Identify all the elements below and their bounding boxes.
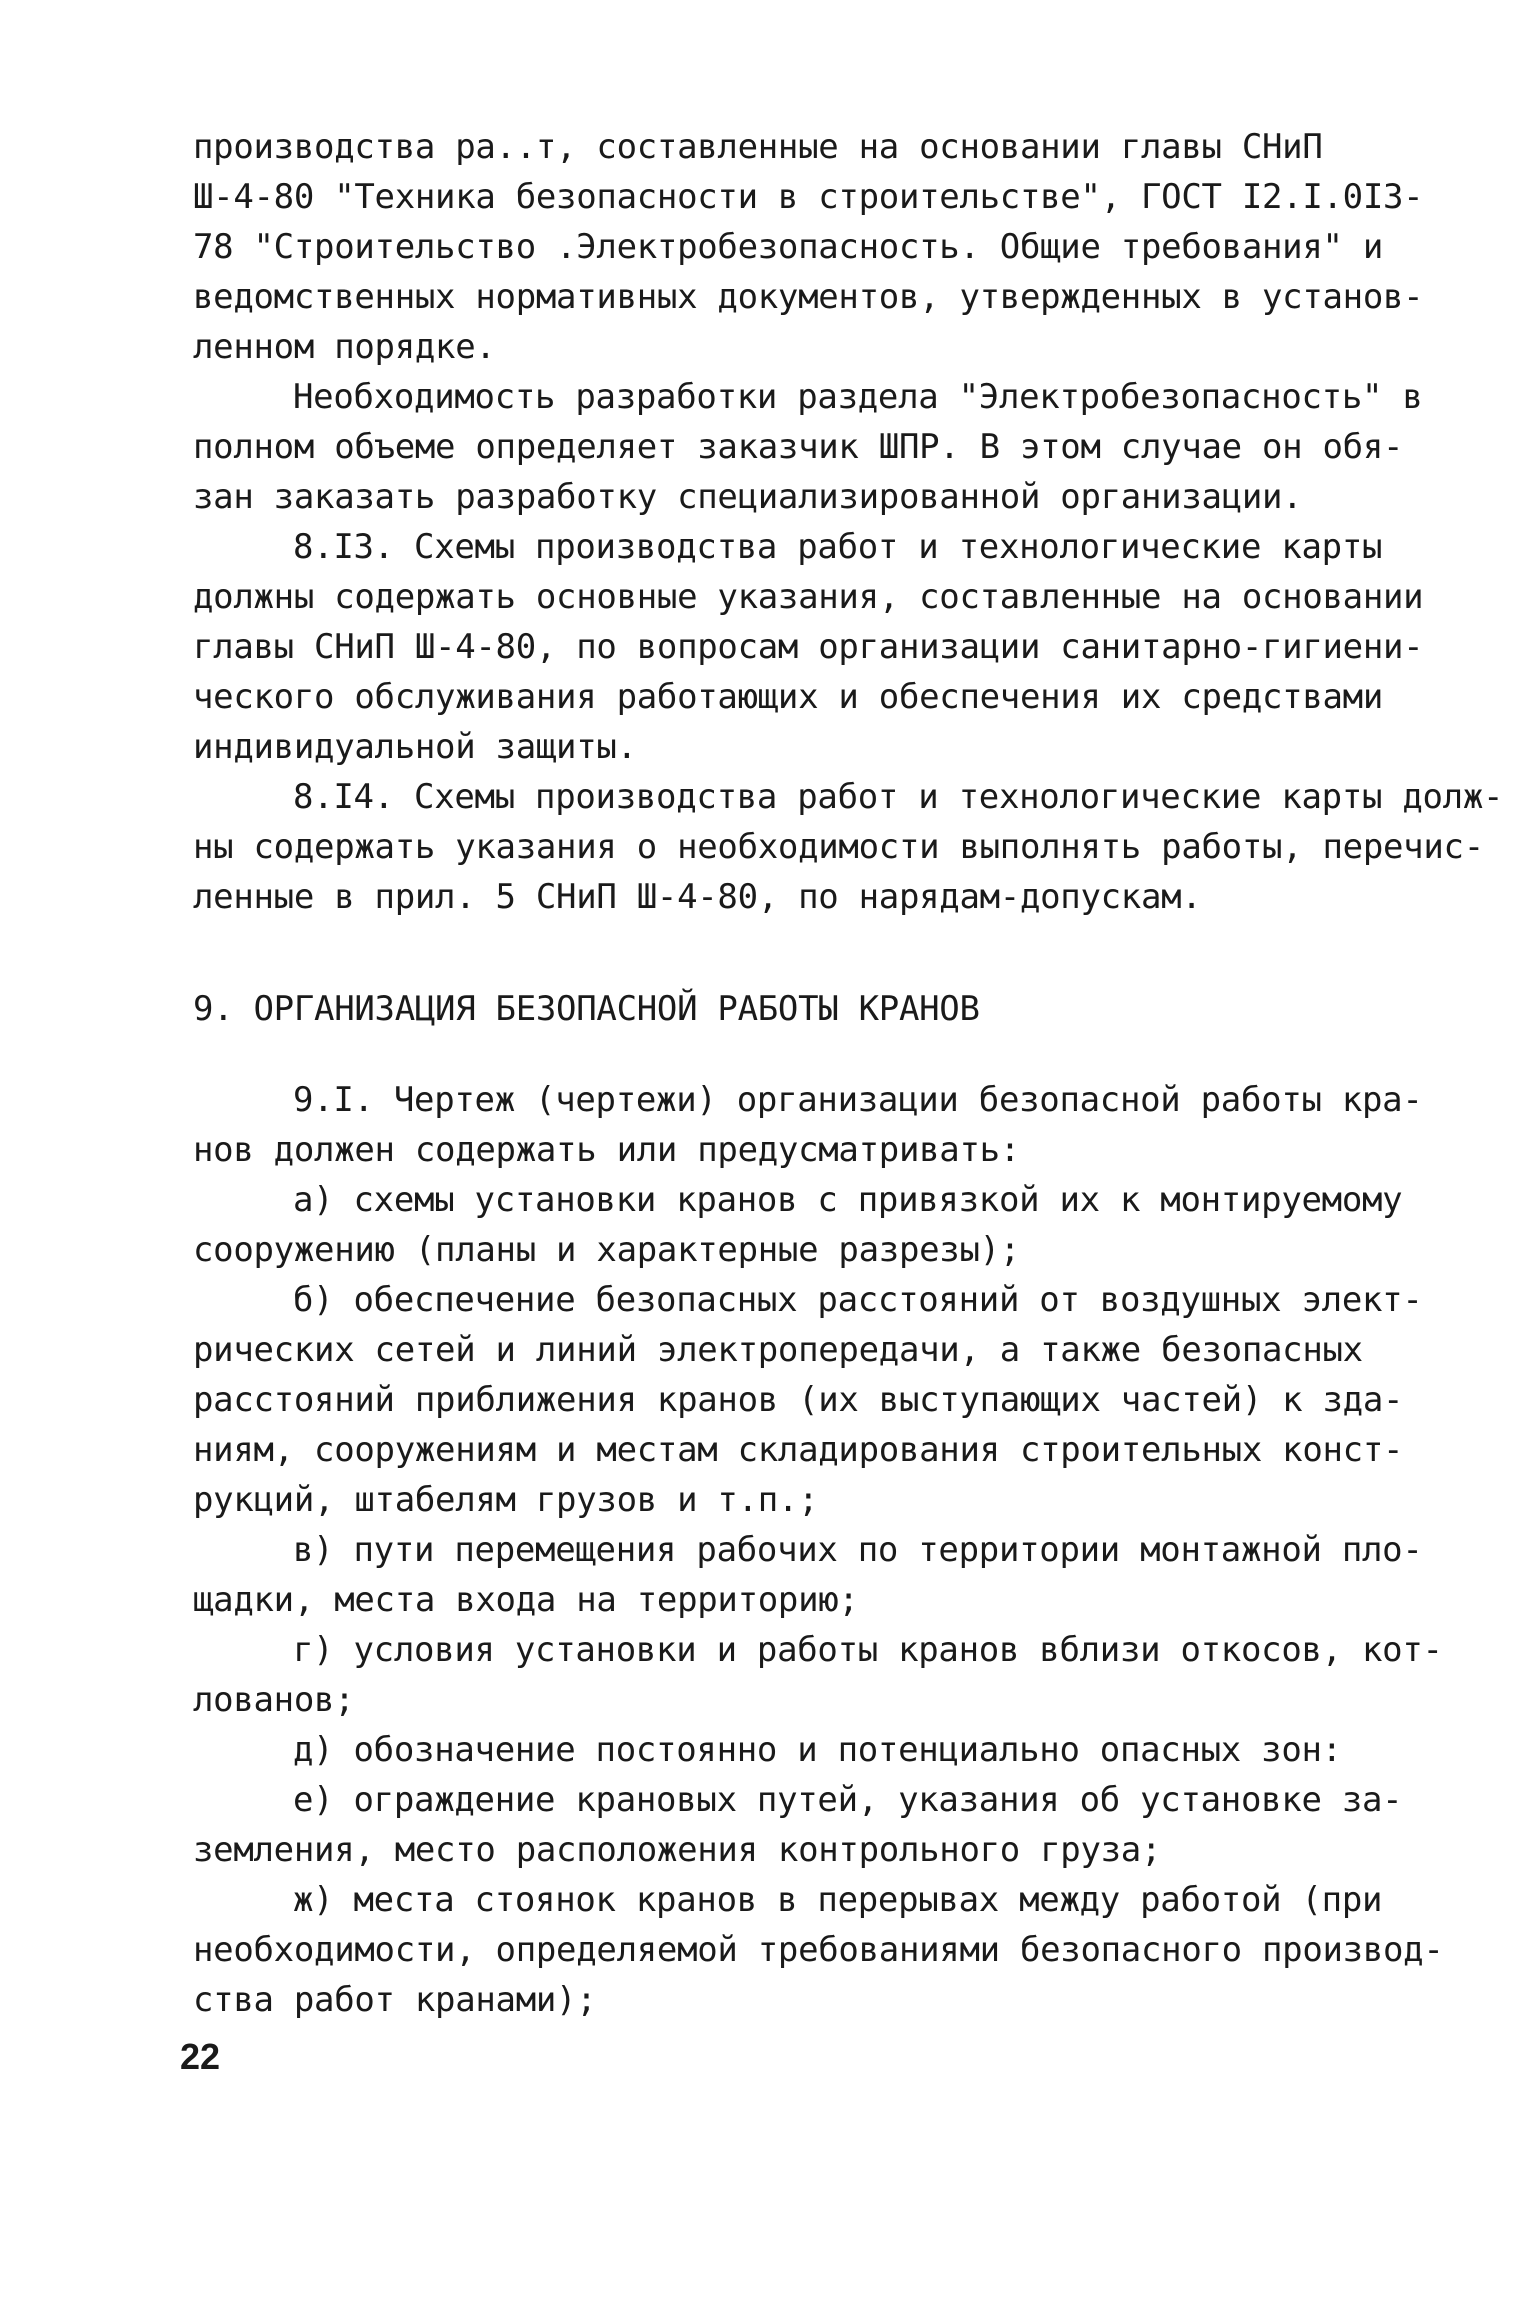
text-line: ленном порядке. — [193, 327, 496, 367]
text-line: полном объеме определяет заказчик ШПР. В этом случае он обя- — [193, 427, 1404, 467]
text-line: индивидуальной защиты. — [193, 727, 637, 767]
text-line: должны содержать основные указания, составленные на основании — [193, 577, 1424, 617]
text-line: 9.I. Чертеж (чертежи) организации безопасной работы кра- — [293, 1080, 1423, 1120]
text-line: расстояний приближения кранов (их выступающих частей) к зда- — [193, 1380, 1404, 1420]
text-line: необходимости, определяемой требованиями безопасного производ- — [193, 1930, 1444, 1970]
text-line: щадки, места входа на территорию; — [193, 1580, 859, 1620]
body-text-bottom — [193, 1075, 1444, 2025]
text-line: нов должен содержать или предусматривать: — [193, 1130, 1020, 1170]
text-line: сооружению (планы и характерные разрезы); — [193, 1230, 1020, 1270]
section-heading: 9. ОРГАНИЗАЦИЯ БЕЗОПАСНОЙ РАБОТЫ КРАНОВ — [193, 989, 980, 1029]
text-line: Ш-4-80 "Техника безопасности в строительстве", ГОСТ I2.I.0I3- — [193, 177, 1424, 217]
text-line: 8.I3. Схемы производства работ и технологические карты — [293, 527, 1383, 567]
text-line: г) условия установки и работы кранов вблизи откосов, кот- — [293, 1630, 1443, 1670]
text-line: б) обеспечение безопасных расстояний от воздушных элект- — [293, 1280, 1423, 1320]
text-line: а) схемы установки кранов с привязкой их к монтируемому — [293, 1180, 1403, 1220]
text-line: ж) места стоянок кранов в перерывах между работой (при — [293, 1880, 1383, 1920]
text-line: ведомственных нормативных документов, утвержденных в установ- — [193, 277, 1424, 317]
text-line: 8.I4. Схемы производства работ и технологические карты долж- — [293, 777, 1504, 817]
text-line: рукций, штабелям грузов и т.п.; — [193, 1480, 819, 1520]
text-line: рических сетей и линий электропередачи, а также безопасных — [193, 1330, 1363, 1370]
text-line: в) пути перемещения рабочих по территории монтажной пло- — [293, 1530, 1423, 1570]
text-line: ленные в прил. 5 СНиП Ш-4-80, по нарядам-допускам. — [193, 877, 1202, 917]
text-line: 78 "Строительство .Электробезопасность. Общие требования" и — [193, 227, 1384, 267]
text-line: Необходимость разработки раздела "Электробезопасность" в — [293, 377, 1423, 417]
text-line: лованов; — [193, 1680, 355, 1720]
body-text-top — [193, 122, 1504, 922]
text-line: зан заказать разработку специализированной организации. — [193, 477, 1303, 517]
text-line: земления, место расположения контрольного груза; — [193, 1830, 1162, 1870]
text-line: ства работ кранами); — [193, 1980, 597, 2020]
text-line: производства ра..т, составленные на основании главы СНиП — [193, 127, 1323, 167]
text-line: ниям, сооружениям и местам складирования строительных конст- — [193, 1430, 1404, 1470]
text-line: ческого обслуживания работающих и обеспечения их средствами — [193, 677, 1384, 717]
text-line: д) обозначение постоянно и потенциально опасных зон: — [293, 1730, 1342, 1770]
text-line: ны содержать указания о необходимости выполнять работы, перечис- — [193, 827, 1484, 867]
text-line: главы СНиП Ш-4-80, по вопросам организации санитарно-гигиени- — [193, 627, 1424, 667]
page-number: 22 — [180, 2036, 221, 2077]
text-line: е) ограждение крановых путей, указания об установке за- — [293, 1780, 1403, 1820]
